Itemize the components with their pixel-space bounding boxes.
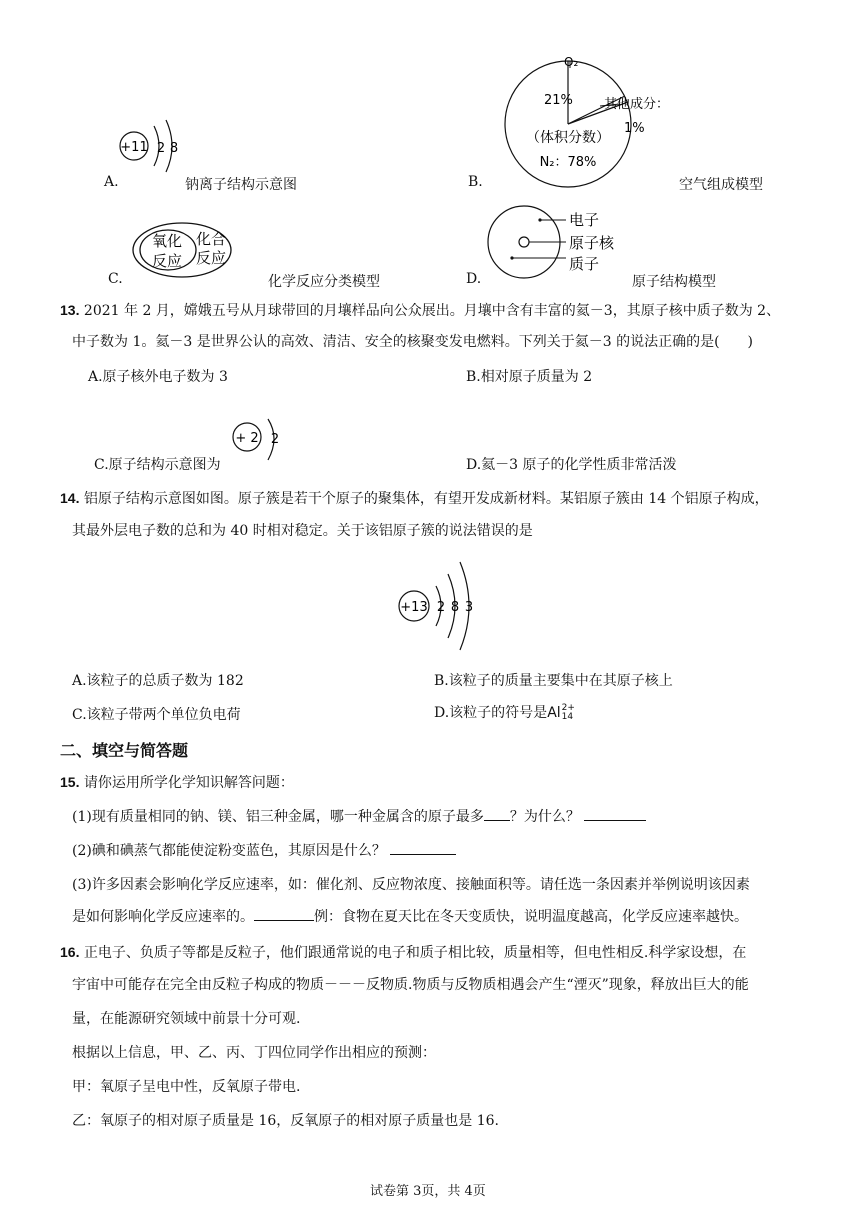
question-15-part-2: (2)碘和碘蒸气都能使淀粉变蓝色，其原因是什么？ [72, 840, 456, 860]
nucleus-label: +13 [400, 600, 428, 615]
q13-option-d: D.氦－3 原子的化学性质非常活泼 [466, 457, 677, 473]
question-16-line-2: 宇宙中可能存在完全由反粒子构成的物质－－－反物质.物质与反物质相遇会产生“湮灭”现象，释放出巨大的能 [72, 977, 749, 993]
question-number: 16. [60, 944, 80, 960]
answer-blank[interactable] [484, 808, 510, 821]
question-13-line-1: 13. 2021 年 2 月，嫦娥五号从月球带回的月壤样品向公众展出。月壤中含有丰富的氦－3，其原子核中质子数为 2、 [60, 302, 781, 319]
combination-reaction-label-2: 反应 [196, 249, 227, 267]
other-components-label: 其他成分： [604, 97, 670, 112]
q12-option-c-caption: 化学反应分类模型 [268, 274, 380, 290]
o2-label: O₂ [564, 55, 579, 69]
q13-option-b: B.相对原子质量为 2 [466, 369, 593, 385]
helium-structure-diagram [230, 416, 290, 466]
charge-superscript: 2+ [561, 703, 575, 713]
question-15-part-3-line-2: 是如何影响化学反应速率的。 例：食物在夏天比在冬天变质快，说明温度越高，化学反应速率越快。 [72, 909, 748, 925]
proton-label: 质子 [569, 255, 600, 273]
oxidation-reaction-label-1: 氧化 [152, 232, 183, 250]
count-subscript: 14 [561, 712, 574, 722]
oxidation-reaction-label-2: 反应 [152, 252, 183, 270]
answer-blank[interactable] [584, 808, 646, 821]
nucleus-label: + 2 [235, 431, 259, 446]
nucleus-label: 原子核 [569, 234, 615, 252]
question-14-line-1: 14. 铝原子结构示意图如图。原子簇是若干个原子的聚集体，有望开发成新材料。某铝原子簇由 14 个铝原子构成， [60, 490, 769, 507]
reaction-classification-venn-model [130, 220, 240, 280]
answer-blank[interactable] [254, 908, 314, 921]
section-heading: 二、填空与简答题 [60, 741, 189, 760]
question-15-intro: 15. 请你运用所学化学知识解答问题： [60, 774, 294, 791]
shell-1-label: 2 [436, 600, 446, 615]
question-number: 13. [60, 302, 80, 318]
nucleus-label: +11 [120, 140, 148, 155]
question-16-line-3: 量，在能源研究领域中前景十分可观. [72, 1011, 301, 1027]
question-15-part-1: (1)现有质量相同的钠、镁、铝三种金属，哪一种金属含的原子最多 ？为什么？ [72, 806, 646, 826]
answer-blank[interactable] [390, 842, 456, 855]
q14-option-c: C.该粒子带两个单位负电荷 [72, 707, 241, 723]
atomic-structure-model [484, 206, 644, 284]
q14-option-a: A.该粒子的总质子数为 182 [72, 673, 244, 689]
question-16-line-4: 根据以上信息，甲、乙、丙、丁四位同学作出相应的预测： [72, 1045, 436, 1061]
n2-label: N₂：78% [539, 155, 597, 170]
shell-2-label: 8 [169, 141, 179, 156]
q12-option-b-letter: B. [468, 174, 483, 190]
q12-option-d-letter: D. [466, 271, 482, 287]
q13-option-c: C.原子结构示意图为 [94, 457, 221, 473]
q12-option-d-caption: 原子结构模型 [632, 274, 716, 290]
shell-3-label: 3 [464, 600, 474, 615]
aluminum-symbol: Al [547, 705, 561, 721]
aluminum-structure-diagram [394, 552, 484, 662]
volume-fraction-label: （体积分数） [526, 130, 610, 146]
o2-percent: 21% [544, 93, 573, 108]
sodium-ion-structure-diagram [116, 112, 196, 192]
question-16-line-5: 甲：氧原子呈电中性，反氧原子带电. [72, 1079, 301, 1095]
question-number: 15. [60, 774, 80, 790]
other-percent: 1% [624, 121, 645, 136]
shell-label: 2 [270, 432, 280, 447]
question-number: 14. [60, 490, 80, 506]
q12-option-a-caption: 钠离子结构示意图 [185, 177, 297, 193]
combination-reaction-label-1: 化合 [196, 230, 227, 248]
question-15-part-3-line-1: (3)许多因素会影响化学反应速率，如：催化剂、反应物浓度、接触面积等。请任选一条因素并举例说明该因素 [72, 877, 750, 893]
question-16-line-6: 乙：氧原子的相对原子质量是 16，反氧原子的相对原子质量也是 16. [72, 1113, 499, 1129]
air-composition-pie-model [488, 56, 688, 196]
q12-option-b-caption: 空气组成模型 [679, 177, 763, 193]
q14-option-d: D.该粒子的符号是Al 2+ 14 [434, 703, 575, 722]
question-16-line-1: 16. 正电子、负质子等都是反粒子，他们跟通常说的电子和质子相比较，质量相等，但电性相反.科学家设想，在 [60, 944, 747, 961]
electron-label: 电子 [569, 211, 600, 229]
page-footer: 试卷第 3页，共 4页 [370, 1184, 486, 1199]
q12-option-a-letter: A. [104, 174, 119, 190]
shell-1-label: 2 [156, 141, 166, 156]
shell-2-label: 8 [450, 600, 460, 615]
q13-option-a: A.原子核外电子数为 3 [88, 369, 228, 385]
question-14-line-2: 其最外层电子数的总和为 40 时相对稳定。关于该铝原子簇的说法错误的是 [72, 523, 533, 539]
q12-option-c-letter: C. [108, 271, 123, 287]
q14-option-b: B.该粒子的质量主要集中在其原子核上 [434, 673, 673, 689]
question-13-line-2: 中子数为 1。氦－3 是世界公认的高效、清洁、安全的核聚变发电燃料。下列关于氦－3 的说法正确的是( ) [72, 334, 753, 350]
